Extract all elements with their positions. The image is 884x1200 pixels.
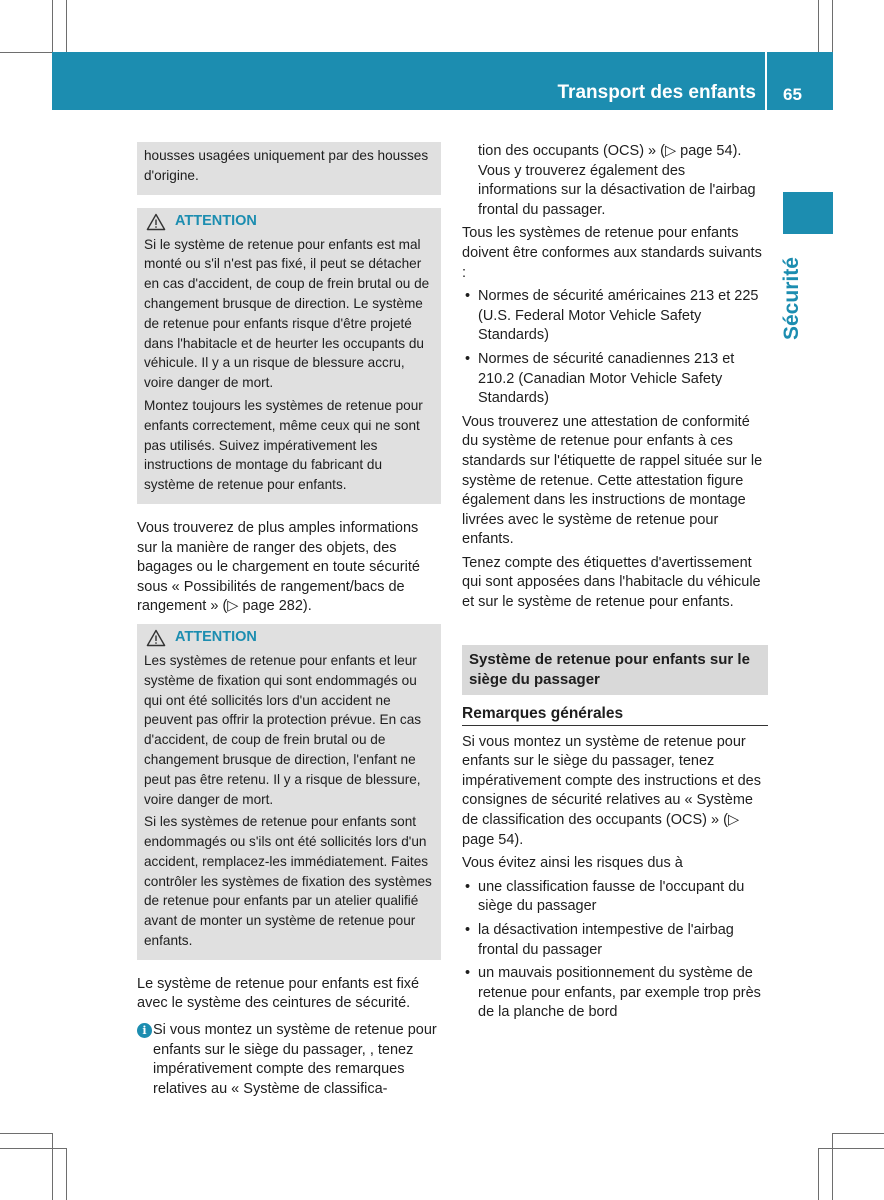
crop-mark [832,1133,833,1200]
note-text: housses usagées uniquement par des housses d'origine. [144,148,429,183]
list-item-text: la désactivation intempestive de l'airbag frontal du passager [478,922,734,958]
subheading: Remarques générales [462,703,768,726]
page-number: 65 [783,85,802,104]
section-tab [783,192,833,234]
right-column [462,142,768,1027]
warning-triangle-icon [146,629,166,647]
info-text-continued: tion des occupants (OCS) » (▷ page 54). Vous y trouverez également des informations sur la désactivation de l'airbag frontal du passager. [478,143,756,218]
warning-box [137,208,441,504]
crop-mark [832,0,833,52]
bullet: • [465,965,471,982]
crop-mark [818,0,819,52]
warning-label: ATTENTION [175,629,257,646]
standards-list [462,287,768,409]
crop-mark [66,1148,67,1200]
section-heading: Système de retenue pour enfants sur le siège du passager [462,645,768,695]
warning-label: ATTENTION [175,212,257,229]
warning-text: Si le système de retenue pour enfants est mal monté ou s'il n'est pas fixé, il peut se détacher en cas d'accident, de coup de frein brutal ou de changement brusque de direction. Le système de retenue pour enfants risque d'être projeté dans l'habitacle et de heurter les occupants du véhicule. Il y a un risque de blessure accru, voire danger de mort. [144,236,430,391]
section-tab-label: Sécurité [780,257,803,340]
warning-header [146,627,435,649]
header-divider [765,52,767,110]
bullet: • [465,922,471,938]
warning-triangle-icon [146,213,166,231]
left-column [137,142,441,1099]
list-item-text: Normes de sécurité canadiennes 213 et 210.2 (Canadian Motor Vehicle Safety Standards) [478,350,735,407]
risks-list [462,878,768,1023]
list-item [462,921,768,960]
bullet: • [465,288,471,305]
crop-mark [52,0,53,52]
paragraph: Vous trouverez une attestation de conformité du système de retenue pour enfants à ces standards sur l'étiquette de rappel située sur le système de retenue. Cette attestation figure également dans les instructions de montage livrées avec le système de retenue pour enfants. [462,413,763,548]
warning-header [146,211,435,233]
info-note [137,1021,441,1099]
crop-mark [0,1148,66,1149]
page-title: Transport des enfants [557,82,756,103]
crop-mark [0,1133,52,1134]
crop-mark [66,0,67,52]
paragraph: Si vous montez un système de retenue pour enfants sur le siège du passager, tenez impérativement compte des instructions et des consignes de sécurité relatives au « Système de classification des occupants (OCS) » (▷ page 54). [462,733,761,848]
list-item-text: un mauvais positionnement du système de retenue pour enfants, par exemple trop près de la planche de bord [478,965,761,1021]
warning-text: Si les systèmes de retenue pour enfants sont endommagés ou s'ils ont été sollicités lors d'un accident, remplacez-les immédiatement. Faites contrôler les systèmes de fixation des systèmes de retenue pour enfants par un atelier qualifié avant de monter un système de retenue pour enfants. [144,814,432,949]
list-item [462,878,768,917]
bullet: • [465,878,471,895]
paragraph: Tous les systèmes de retenue pour enfants doivent être conformes aux standards suivants : [462,225,762,281]
bullet: • [465,350,471,367]
crop-mark [0,52,52,53]
list-item [462,964,768,1023]
warning-text: Montez toujours les systèmes de retenue pour enfants correctement, même ceux qui ne sont pas utilisés. Suivez impérativement les instructions de montage du fabricant du système de retenue pour enfants. [144,397,423,493]
paragraph: Vous trouverez de plus amples informations sur la manière de ranger des objets, des bagages ou le chargement en toute sécurité sous « Possibilités de rangement/bacs de rangement » (▷ page 282). [137,519,420,615]
note-box [137,142,441,195]
paragraph: Tenez compte des étiquettes d'avertissement qui sont apposées dans l'habitacle du véhicule et sur le système de retenue pour enfants. [462,554,761,611]
info-icon: i [137,1023,152,1038]
paragraph: Vous évitez ainsi les risques dus à [462,855,683,872]
crop-mark [818,1148,819,1200]
list-item-text: Normes de sécurité américaines 213 et 225 (U.S. Federal Motor Vehicle Safety Standards) [478,288,759,344]
list-item [462,350,768,409]
crop-mark [818,1148,884,1149]
paragraph: Le système de retenue pour enfants est fixé avec le système des ceintures de sécurité. [137,975,420,1012]
info-text: Si vous montez un système de retenue pour enfants sur le siège du passager, , tenez impérativement compte des remarques relatives au « Système de classifica- [153,1022,437,1097]
warning-box [137,624,441,960]
crop-mark [52,1133,53,1200]
crop-mark [832,1133,884,1134]
list-item [462,287,768,346]
list-item-text: une classification fausse de l'occupant du siège du passager [478,878,745,915]
warning-text: Les systèmes de retenue pour enfants et leur système de fixation qui sont endommagés ou qui ont été sollicités lors d'un accident ne peuvent pas offrir la protection prévue. En cas d'accident, de coup de frein brutal ou de changement brusque de direction, l'enfant ne peut pas être retenu. Il y a risque de blessure, voire danger de mort. [144,652,422,807]
